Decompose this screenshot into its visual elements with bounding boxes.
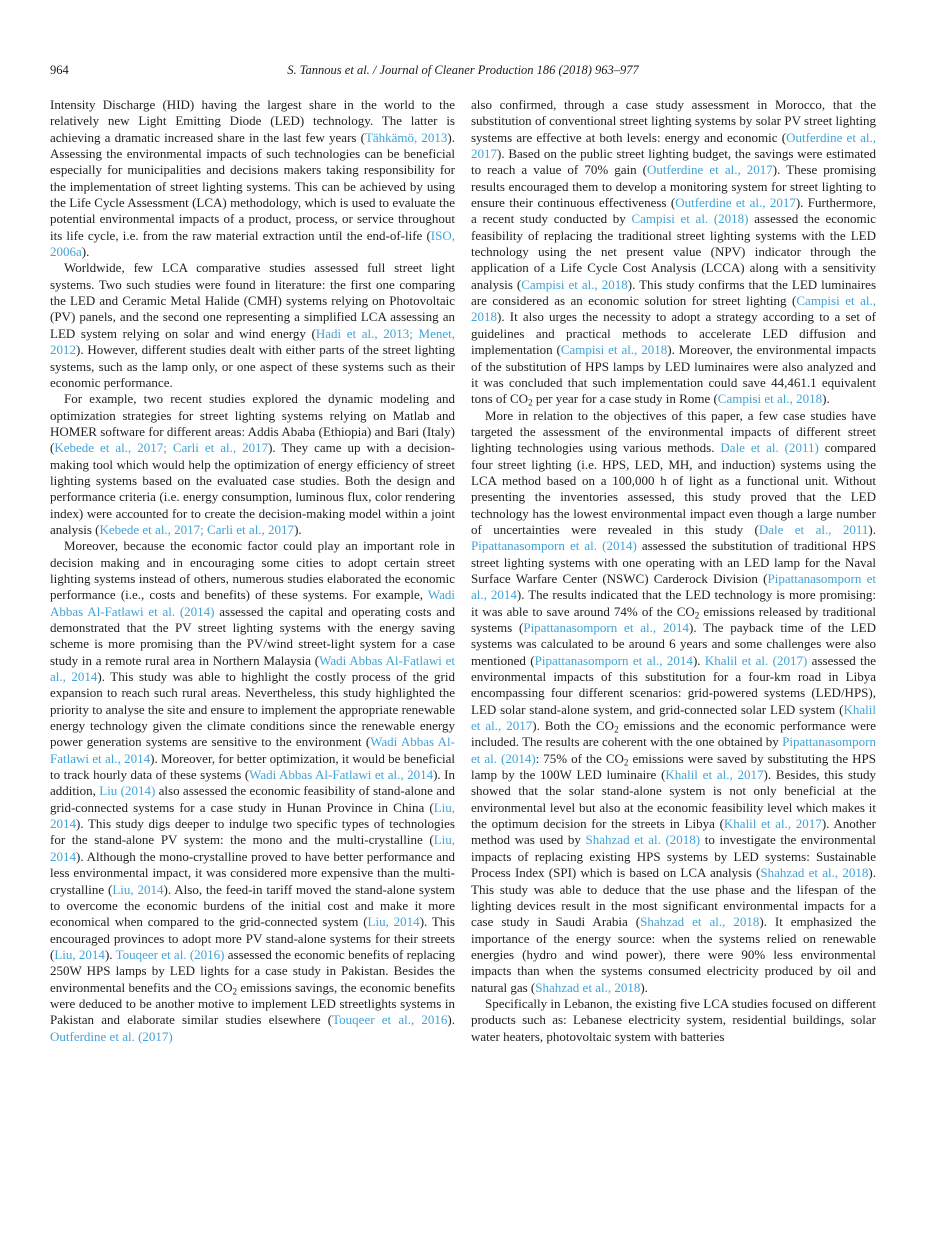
body-text: ). — [294, 521, 302, 537]
column-right — [471, 97, 876, 1045]
body-text: emissions savings, the economic benefits were deduced to be another motive to implement LED streetlights systems in Pakistan and elaborate similar studies elsewhere ( — [50, 979, 455, 1028]
citation-link[interactable]: Shahzad et al., 2018 — [640, 914, 760, 930]
citation-link[interactable]: Liu, 2014 — [367, 914, 420, 930]
citation-link[interactable]: Shahzad et al. (2018) — [585, 832, 701, 848]
citation-link[interactable]: Pipattanasomporn et al., 2014 — [471, 570, 876, 603]
citation-link[interactable]: Campisi et al. (2018) — [631, 211, 749, 227]
paragraph — [471, 408, 876, 996]
body-text: ). The payback time of the LED systems was calculated to be around 6 years and some challenges were also mentioned ( — [471, 620, 877, 668]
body-text: ). This study digs deeper to indulge two specific types of technologies for the stand-alone PV system: the mono and the multi-crystalline ( — [50, 816, 455, 848]
citation-link[interactable]: Pipattanasomporn et al. (2014) — [471, 538, 637, 554]
article-body — [50, 97, 876, 1045]
body-text: ). In addition, — [50, 767, 455, 799]
citation-link[interactable]: Touqeer et al. (2016) — [115, 946, 225, 962]
paragraph — [471, 97, 876, 408]
citation-link[interactable]: Touqeer et al., 2016 — [332, 1012, 448, 1028]
citation-link[interactable]: Liu, 2014 — [50, 832, 455, 864]
body-text: ). — [692, 652, 705, 668]
subscript: 2 — [232, 985, 238, 996]
citation-link[interactable]: Liu, 2014 — [112, 881, 164, 897]
body-text: Intensity Discharge (HID) having the largest share in the world to the relatively new Light Emitting Diode (LED) technology. The latter is achieving a dramatic increased share in the last few years ( — [50, 97, 455, 145]
subscript: 2 — [528, 397, 533, 408]
citation-link[interactable]: Outferdine et al., 2017 — [471, 129, 876, 162]
body-text: compared four street lighting (i.e. HPS, LED, MH, and induction) systems using the LCA method based on a 100,000 h of light as a functional unit. Without presenting the inventories assessed, this study proved that the LED technology has the lowest environmental impact even though a large number of uncertainties were revealed in this study ( — [471, 440, 876, 537]
body-text: ). — [104, 946, 116, 962]
body-text: ). This study was able to highlight the costly process of the grid expansion to reach such rural areas. Nevertheless, this study highlighted the priority to analyse the site and ensure to implement the appropriate renewable energy technology given the climate conditions since the renewable energy power generation systems are sensitive to the environment ( — [50, 669, 455, 750]
page-number: 964 — [50, 63, 69, 77]
citation-link[interactable]: Outferdine et al., 2017 — [647, 162, 773, 178]
citation-link[interactable]: Kebede et al., 2017; Carli et al., 2017 — [99, 521, 295, 537]
citation-link[interactable]: Dale et al. (2011) — [720, 440, 819, 456]
citation-link[interactable]: Liu (2014) — [99, 783, 156, 799]
citation-link[interactable]: Campisi et al., 2018 — [717, 391, 823, 407]
body-text: ). It also urges the necessity to adopt a strategy according to a set of guidelines and practical methods to accelerate LED diffusion and implementation ( — [471, 309, 876, 358]
body-text: ). This encouraged provinces to adopt more PV stand-alone systems for their streets ( — [50, 914, 455, 962]
page-header — [50, 63, 876, 79]
body-text: ). — [822, 391, 830, 407]
body-text: emissions released by traditional systems ( — [471, 603, 876, 635]
body-text: ). Besides, this study showed that the solar stand-alone system is not only beneficial at the environmental level but also at the economic feasibility level which makes it the optimum decision for the streets in Libya ( — [471, 767, 877, 832]
paragraph — [50, 97, 455, 260]
citation-link[interactable]: Khalil et al., 2017 — [471, 701, 876, 734]
body-text: ). Both the CO — [532, 718, 615, 734]
citation-link[interactable]: Campisi et al., 2018 — [560, 342, 668, 358]
body-text: ). It emphasized the importance of the energy source: when the systems relied on renewable energies (hydro and wind power), there were 90% less environmental impacts than when the systems consumed electricity produced by oil and natural gas ( — [471, 914, 877, 995]
citation-link[interactable]: Dale et al., 2011 — [758, 521, 869, 537]
citation-link[interactable]: Shahzad et al., 2018 — [535, 979, 641, 995]
body-text: assessed the environmental impacts of this substitution for a four-km road in Libya encompassing four different scenarios: grid-powered systems (LED/HPS), LED solar stand-alone system, and grid-connected solar LED system ( — [471, 652, 876, 717]
subscript: 2 — [614, 724, 619, 735]
citation-link[interactable]: Wadi Abbas Al-Fatlawi et al. (2014) — [50, 587, 455, 619]
body-text: ). Another method was used by — [471, 816, 876, 848]
citation-link[interactable]: Khalil et al., 2017 — [723, 816, 822, 832]
body-text: ). However, different studies dealt with either parts of the street lighting systems, such as the lamp only, or one aspect of these systems such as their economic performance. — [50, 342, 455, 390]
citation-link[interactable]: Khalil et al., 2017 — [665, 767, 764, 783]
citation-link[interactable]: Outferdine et al., 2017 — [675, 195, 796, 211]
citation-link[interactable]: Pipattanasomporn et al., 2014 — [523, 620, 690, 635]
paragraph — [50, 260, 455, 391]
citation-link[interactable]: Liu, 2014 — [50, 799, 455, 832]
body-text: ). Furthermore, a recent study conducted by — [471, 195, 877, 227]
citation-link[interactable]: Tähkämö, 2013 — [364, 129, 448, 145]
body-text: emissions and the economic performance were included. The results are coherent with the one obtained by — [471, 718, 876, 750]
body-text: ). Based on the public street lighting budget, the savings were estimated to reach a value of 70% gain ( — [471, 146, 876, 178]
citation-link[interactable]: Outferdine et al. (2017) — [50, 1028, 173, 1044]
body-text: ). These promising results encouraged them to develop a monitoring system for street lighting to ensure their continuous effectiveness ( — [471, 162, 877, 211]
body-text: per year for a case study in Rome ( — [532, 391, 718, 407]
body-text: assessed the substitution of traditional HPS street lighting systems with one operating with an LED lamp for the Naval Surface Warfare Center (NSWC) Carderock Division ( — [471, 538, 876, 586]
body-text: assessed the capital and operating costs and demonstrated that the PV street lighting systems with the energy saving scheme is more promising than the PV/wind street-light system for a case study in a remote rural area in Northern Malaysia ( — [50, 603, 455, 668]
citation-link[interactable]: Wadi Abbas Al-Fatlawi et al., 2014 — [249, 767, 434, 783]
paragraph — [50, 538, 455, 1045]
body-text: Worldwide, few LCA comparative studies assessed full street light systems. Two such studies were found in literature: the first one comparing the LED and Ceramic Metal Halide (CMH) systems relying on Photovoltaic (PV) panels, and the second one representing a simplified LCA assessing an LED system relying on solar and wind energy ( — [50, 260, 455, 341]
citation-link[interactable]: Campisi et al., 2018 — [521, 276, 628, 292]
citation-link[interactable]: Hadi et al., 2013; Menet, 2012 — [50, 325, 455, 358]
citation-link[interactable]: Wadi Abbas Al-Fatlawi et al., 2014 — [50, 734, 455, 766]
body-text: to investigate the environmental impacts of replacing existing HPS systems by LED systems: Sustainable Process Index (SPI) which is based on LCA analysis ( — [471, 832, 876, 881]
body-text: ). — [868, 521, 876, 537]
paragraph — [50, 391, 455, 538]
subscript: 2 — [623, 757, 629, 768]
body-text: ). Although the mono-crystalline proved to have better performance and less environmental impact, it was considered more expensive than the multi-crystalline ( — [50, 848, 455, 897]
body-text: ). Also, the feed-in tariff moved the stand-alone system to overcome the economic burdens of the initial cost and make it more economical when compared to the grid-connected system ( — [50, 881, 455, 930]
body-text: ). — [81, 244, 90, 260]
body-text: Specifically in Lebanon, the existing five LCA studies focused on different products such as: Lebanese electricity system, residential buildings, solar water heaters, photovoltaic system with batteries — [471, 995, 876, 1044]
body-text: ). This study confirms that the LED luminaires are considered as an economic solution for street lighting ( — [471, 276, 877, 309]
paragraph — [471, 996, 876, 1045]
running-title: S. Tannous et al. / Journal of Cleaner Production 186 (2018) 963–977 — [287, 63, 639, 77]
citation-link[interactable]: Pipattanasomporn et al. (2014) — [471, 734, 876, 766]
body-text: emissions were saved by substituting the HPS lamp by the 100W LED luminaire ( — [471, 750, 877, 783]
body-text: assessed the economic feasibility of replacing the traditional street lighting systems with the LED technology using the net present value (NPV) indicator through the application of a Life Cycle Cost Analysis (LCCA) along with a sensitivity analysis ( — [471, 211, 876, 292]
column-left — [50, 97, 455, 1045]
citation-link[interactable]: Shahzad et al., 2018 — [760, 865, 869, 881]
subscript: 2 — [694, 609, 700, 620]
citation-link[interactable]: Pipattanasomporn et al., 2014 — [534, 652, 693, 668]
body-text: ). Moreover, the environmental impacts of the substitution of HPS lamps by LED luminaires were also analyzed and it was concluded that such implementation could save 44,461.1 equivalent tons of CO — [471, 342, 876, 407]
body-text: ). The results indicated that the LED technology is more promising: it was able to save around 74% of the CO — [471, 587, 876, 619]
body-text: ). They came up with a decision-making tool which would help the optimization of energy efficiency of street lighting systems based on the evaluated case studies. Both the design and performance criteria (i.e. energy consumption, luminous flux, color rendering index) were accounted for to create the decision-making model within a joint analysis ( — [50, 440, 455, 537]
body-text: also assessed the economic feasibility of stand-alone and grid-connected systems for a case study in Hunan Province in China ( — [50, 783, 455, 815]
body-text: Moreover, because the economic factor could play an important role in decision making and in encouraging some cities to adopt certain street lighting systems instead of others, numerous studies elaborated the economic performance (i.e., costs and benefits) of these systems. For example, — [50, 538, 455, 603]
citation-link[interactable]: Liu, 2014 — [54, 946, 105, 962]
body-text: : 75% of the CO — [535, 750, 624, 766]
citation-link[interactable]: Campisi et al., 2018 — [471, 293, 876, 325]
body-text: More in relation to the objectives of this paper, a few case studies have targeted the assessment of the environmental impacts of different street lighting technologies using various methods. — [471, 407, 876, 456]
citation-link[interactable]: Wadi Abbas Al-Fatlawi et al., 2014 — [50, 652, 455, 685]
body-text: assessed the economic benefits of replacing 250W HPS lamps by LED lights for a case study in Pakistan. Besides the environmental benefits and the CO — [50, 946, 455, 995]
citation-link[interactable]: Khalil et al. (2017) — [704, 652, 808, 668]
body-text: ). Assessing the environmental impacts of such technologies can be beneficial especially for municipalities and decisions makers taking responsibility for the implementation of street lighting systems. This can be achieved by using the Life Cycle Assessment (LCA) methodology, which is used to evaluate the potential environmental impacts of a product, process, or service throughout its life cycle, i.e. from the raw material extraction until the end-of-life ( — [50, 129, 456, 243]
body-text: ). — [640, 979, 648, 995]
body-text: ). Moreover, for better optimization, it would be beneficial to track hourly data of these systems ( — [50, 750, 455, 783]
body-text: ). — [447, 1012, 455, 1028]
body-text: also confirmed, through a case study assessment in Morocco, that the substitution of conventional street lighting systems by solar PV street lighting systems are effective at both levels: energy and economic ( — [471, 97, 876, 145]
citation-link[interactable]: ISO, 2006a — [50, 227, 455, 260]
body-text: For example, two recent studies explored the dynamic modeling and optimization strategies for street lighting systems relying on Matlab and HOMER software for different areas: Addis Ababa (Ethiopia) and Bari (Italy) ( — [50, 391, 455, 456]
citation-link[interactable]: Kebede et al., 2017; Carli et al., 2017 — [54, 440, 269, 456]
body-text: ). This study was able to deduce that the use phase and the lifespan of the lighting devices result in the most significant environmental impacts for a case study in Saudi Arabia ( — [471, 865, 876, 930]
